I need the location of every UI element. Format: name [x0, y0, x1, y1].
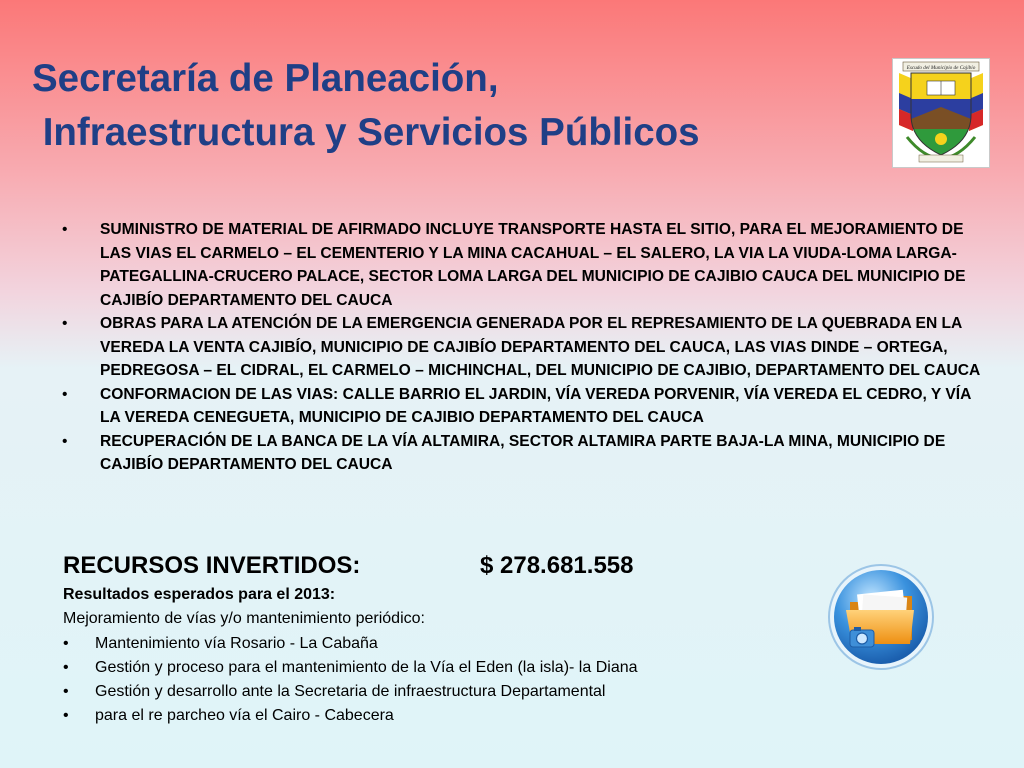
title-line-1: Secretaría de Planeación,	[32, 57, 499, 100]
recursos-line	[63, 550, 634, 582]
folder-camera-icon[interactable]	[826, 562, 936, 672]
list-item: • SUMINISTRO DE MATERIAL DE AFIRMADO INCLUYE TRANSPORTE HASTA EL SITIO, PARA EL MEJORAMIENTO DE LAS VIAS EL CARMELO – EL CEMENTERIO Y LA MINA CACAHUAL – EL SALERO, LA VIA LA VIUDA-LOMA LARGA-PATEGALLINA-CRUCERO PALACE, SECTOR LOMA LARGA DEL MUNICIPIO DE CAJIBIO CAUCA DEL MUNICIPIO DE CAJIBÍO DEPARTAMENTO DEL CAUCA	[62, 218, 992, 312]
slide-title	[32, 52, 700, 160]
recursos-label: RECURSOS INVERTIDOS:	[63, 552, 361, 579]
recursos-amount: $ 278.681.558	[480, 552, 634, 579]
list-item: • CONFORMACION DE LAS VIAS: CALLE BARRIO EL JARDIN, VÍA VEREDA PORVENIR, VÍA VEREDA EL CEDRO, Y VÍA LA VEREDA CENEGUETA, MUNICIPIO DE CAJIBIO DEPARTAMENTO DEL CAUCA	[62, 383, 992, 430]
title-line-2: Infraestructura y Servicios Públicos	[32, 111, 700, 154]
list-item: • para el re parcheo vía el Cairo - Cabecera	[63, 704, 638, 728]
resultados-heading: Resultados esperados para el 2013:	[63, 586, 336, 603]
results-list	[63, 632, 638, 728]
list-item: • Gestión y desarrollo ante la Secretaria de infraestructura Departamental	[63, 680, 638, 704]
crest-banner-text: Escudo del Municipio de Cajibío	[906, 65, 976, 71]
list-item: • RECUPERACIÓN DE LA BANCA DE LA VÍA ALTAMIRA, SECTOR ALTAMIRA PARTE BAJA-LA MINA, MUNICIPIO DE CAJIBÍO DEPARTAMENTO DEL CAUCA	[62, 430, 992, 477]
list-item: • Mantenimiento vía Rosario - La Cabaña	[63, 632, 638, 656]
list-item: • OBRAS PARA LA ATENCIÓN DE LA EMERGENCIA GENERADA POR EL REPRESAMIENTO DE LA QUEBRADA EN LA VEREDA LA VENTA CAJIBÍO, MUNICIPIO DE CAJIBÍO DEPARTAMENTO DEL CAUCA, LAS VIAS DINDE – ORTEGA, PEDREGOSA – EL CIDRAL, EL CARMELO – MICHINCHAL, DEL MUNICIPIO DE CAJIBIO, DEPARTAMENTO DEL CAUCA	[62, 312, 992, 383]
list-item: • Gestión y proceso para el mantenimiento de la Vía el Eden (la isla)- la Diana	[63, 656, 638, 680]
municipal-crest-icon	[892, 58, 990, 168]
resultados-intro: Mejoramiento de vías y/o mantenimiento periódico:	[63, 610, 425, 627]
project-list	[62, 218, 992, 477]
